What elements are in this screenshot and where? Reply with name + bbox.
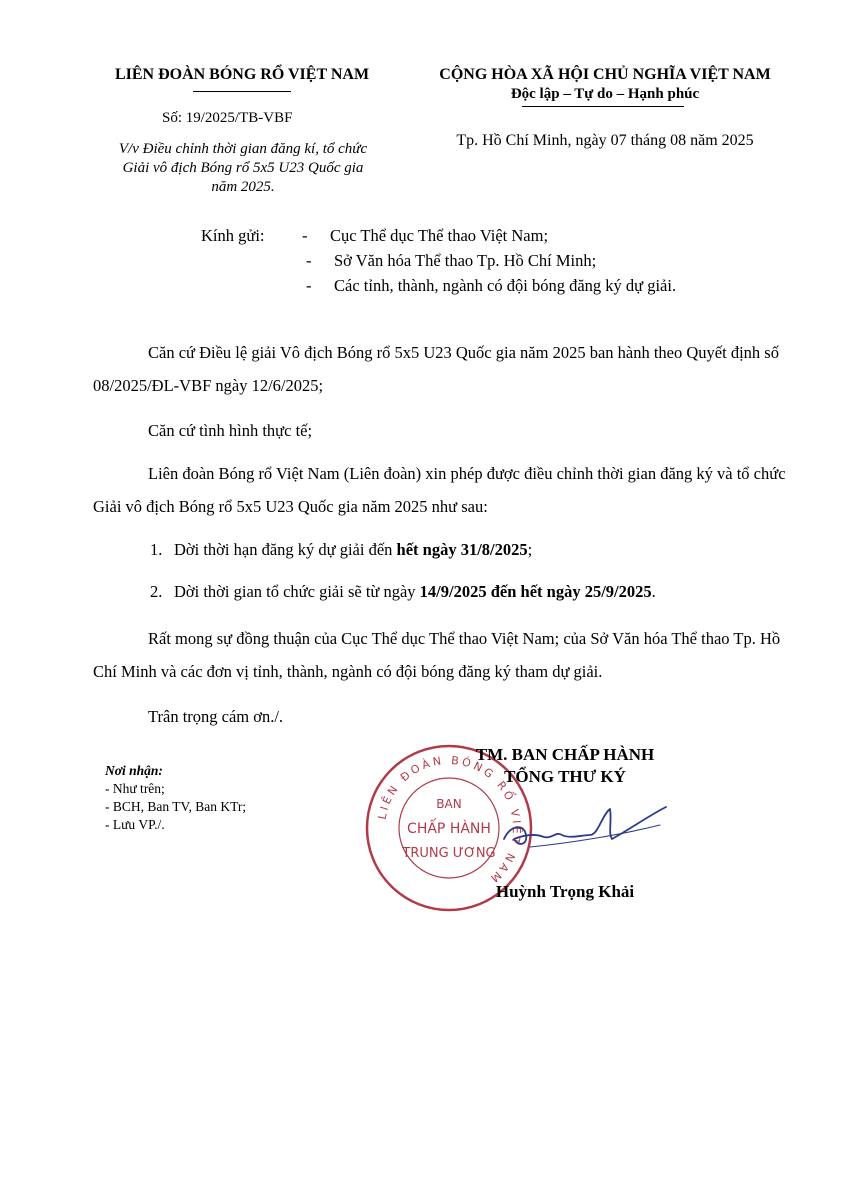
recipient-dash: - [306,276,312,295]
distribution-list [105,762,246,834]
recipient-item [306,251,596,271]
distribution-item: - Lưu VP./. [105,817,165,832]
recipient-dash: - [302,226,308,245]
numbered-item-schedule [150,582,656,602]
stamp-line-2: CHẤP HÀNH [407,821,491,837]
organization-underline [193,91,291,92]
item-highlight: hết ngày 31/8/2025 [396,540,528,559]
item-end: . [651,582,656,601]
recipient-item [302,226,548,246]
subject-line: V/v Điều chỉnh thời gian đăng kí, tổ chức [118,141,368,157]
country-name: CỘNG HÒA XÃ HỘI CHỦ NGHĨA VIỆT NAM [439,66,771,83]
stamp-ring-text: LIÊN ĐOÀN BÓNG RỔ VIỆT NAM [375,753,524,887]
body-paragraph-closing: Trân trọng cám ơn./. [148,707,284,726]
item-text: Dời thời hạn đăng ký dự giải đến [174,540,397,559]
item-number: 2. [150,582,163,601]
distribution-item: - BCH, Ban TV, Ban KTr; [105,799,247,814]
item-number: 1. [150,540,163,559]
body-paragraph-situation: Căn cứ tình hình thực tế; [148,421,313,440]
recipient-item [306,276,676,296]
national-motto: Độc lập – Tự do – Hạnh phúc [510,86,700,102]
body-paragraph-request: Rất mong sự đồng thuận của Cục Thể dục Thể thao Việt Nam; của Sở Văn hóa Thể thao Tp. Hồ Chí Minh và các đơn vị tỉnh, thành, ngành có đội bóng đăng ký tham dự giải. [93,629,781,681]
body-paragraph-announcement: Liên đoàn Bóng rổ Việt Nam (Liên đoàn) xin phép được điều chỉnh thời gian đăng ký và tổ chức Giải vô địch Bóng rổ 5x5 U23 Quốc gia năm 2025 như sau: [93,464,786,516]
recipient-text: Sở Văn hóa Thể thao Tp. Hồ Chí Minh; [334,251,597,270]
distribution-item: - Như trên; [105,781,165,796]
recipients-label: Kính gửi: [201,226,265,245]
subject-line: năm 2025. [211,179,275,195]
item-highlight: 14/9/2025 đến hết ngày 25/9/2025 [419,582,652,601]
document-subject [88,140,398,197]
handwritten-signature [500,795,670,855]
organization-name: LIÊN ĐOÀN BÓNG RỔ VIỆT NAM [114,66,370,83]
signature-title-2: TỔNG THƯ KÝ [504,767,626,786]
recipient-dash: - [306,251,312,270]
recipient-text: Các tỉnh, thành, ngành có đội bóng đăng ký dự giải. [334,276,677,295]
item-end: ; [527,540,533,559]
motto-underline [522,106,684,107]
recipient-text: Cục Thể dục Thể thao Việt Nam; [330,226,549,245]
document-number: Số: 19/2025/TB-VBF [162,110,293,126]
numbered-item-registration [150,540,532,560]
stamp-line-3: TRUNG ƯƠNG [402,846,496,861]
subject-line: Giải vô địch Bóng rổ 5x5 U23 Quốc gia [122,160,364,176]
body-paragraph-legal-basis: Căn cứ Điều lệ giải Vô địch Bóng rổ 5x5 U23 Quốc gia năm 2025 ban hành theo Quyết định số 08/2025/ĐL-VBF ngày 12/6/2025; [93,343,779,395]
stamp-line-1: BAN [436,797,462,811]
place-date: Tp. Hồ Chí Minh, ngày 07 tháng 08 năm 2025 [456,132,754,149]
signer-name: Huỳnh Trọng Khải [495,882,635,901]
item-text: Dời thời gian tổ chức giải sẽ từ ngày [174,582,420,601]
distribution-title: Nơi nhận: [105,763,163,778]
signature-title-1: TM. BAN CHẤP HÀNH [475,745,655,764]
